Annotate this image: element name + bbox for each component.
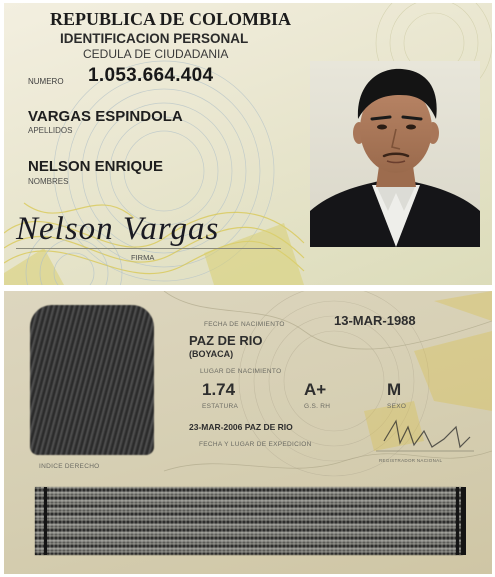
holder-photo	[310, 61, 480, 247]
barcode-guard-right	[461, 487, 466, 555]
pdf417-barcode	[35, 487, 463, 555]
issue-info-value: 23-MAR-2006 PAZ DE RIO	[189, 422, 293, 432]
signature-line	[16, 248, 281, 249]
registrar-label: REGISTRADOR NACIONAL	[379, 458, 443, 463]
signature-label: FIRMA	[131, 253, 155, 262]
barcode-guard-left-2	[44, 487, 47, 555]
id-card-front	[4, 3, 492, 285]
fingerprint-label: INDICE DERECHO	[39, 463, 100, 470]
birth-region-value: (BOYACA)	[189, 349, 234, 359]
given-names-label: NOMBRES	[28, 177, 69, 186]
birth-date-label: FECHA DE NACIMIENTO	[204, 321, 285, 328]
id-number: 1.053.664.404	[88, 65, 214, 86]
id-card-back	[4, 291, 492, 574]
document-type: IDENTIFICACION PERSONAL	[60, 31, 249, 46]
birth-place-label: LUGAR DE NACIMIENTO	[200, 368, 282, 375]
surnames-value: VARGAS ESPINDOLA	[28, 108, 183, 125]
birth-date-value: 13-MAR-1988	[334, 313, 416, 328]
document-name: CEDULA DE CIUDADANIA	[83, 47, 229, 61]
sex-value: M	[387, 380, 402, 399]
country-title: REPUBLICA DE COLOMBIA	[50, 9, 292, 29]
birth-place-value: PAZ DE RIO	[189, 333, 263, 348]
height-value: 1.74	[202, 380, 236, 399]
sex-label: SEXO	[387, 403, 407, 410]
surnames-label: APELLIDOS	[28, 126, 73, 135]
given-names-value: NELSON ENRIQUE	[28, 158, 164, 175]
fingerprint-image	[30, 305, 154, 455]
barcode-guard-right-2	[456, 487, 459, 555]
issue-info-label: FECHA Y LUGAR DE EXPEDICION	[199, 441, 312, 448]
portrait-illustration	[310, 61, 480, 247]
signature: Nelson Vargas	[16, 211, 220, 247]
blood-type-value: A+	[304, 380, 327, 399]
blood-type-label: G.S. RH	[304, 403, 331, 410]
number-label: NUMERO	[28, 77, 64, 86]
height-label: ESTATURA	[202, 403, 239, 410]
